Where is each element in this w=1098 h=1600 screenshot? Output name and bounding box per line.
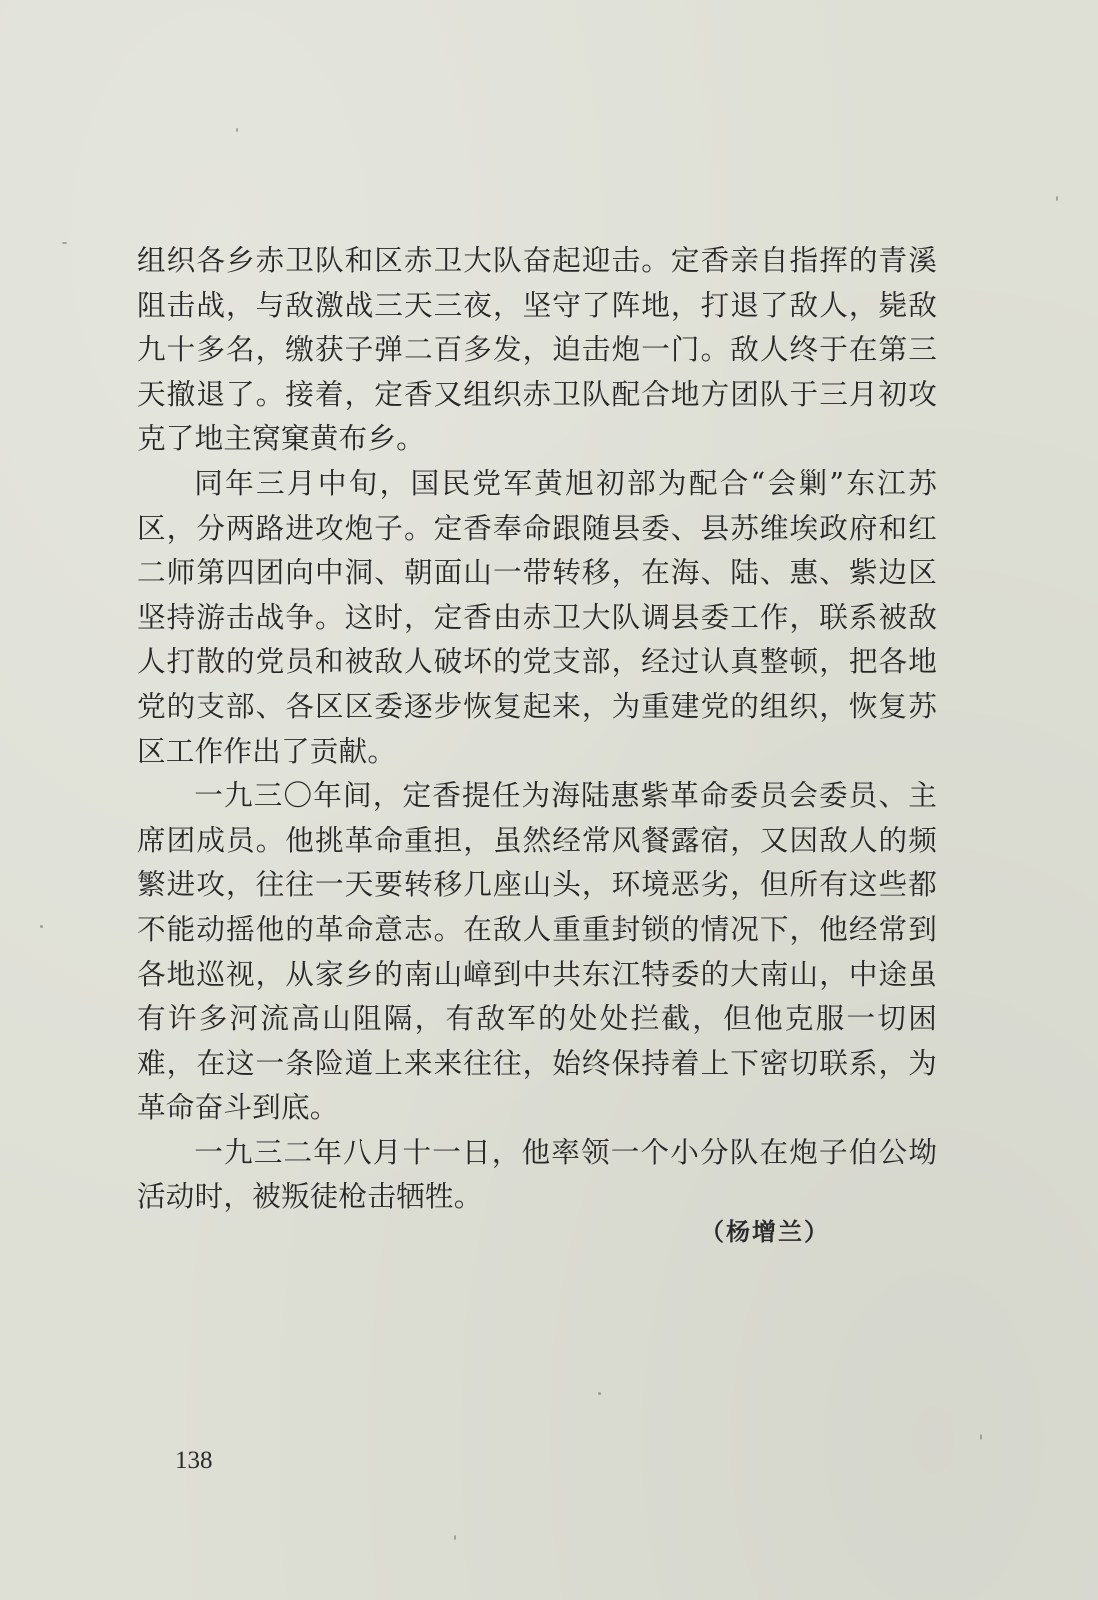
paper-speck: [454, 1535, 456, 1540]
paragraph: 一九三二年八月十一日，他率领一个小分队在炮子伯公坳活动时，被叛徒枪击牺牲。: [137, 1134, 937, 1214]
paper-speck: [980, 1434, 982, 1440]
paper-speck: [1056, 196, 1058, 201]
paragraph: 一九三〇年间，定香提任为海陆惠紫革命委员会委员、主席团成员。他挑革命重担，虽然经常风餐露宿，又因敌人的频繁进攻，往往一天要转移几座山头，环境恶劣，但所有这些都不能动摇他的革命意志。在敌人重重封锁的情况下，他经常到各地巡视，从家乡的南山嶂到中共东江特委的大南山，中途虽有许多河流高山阻隔，有敌军的处处拦截，但他克服一切困难，在这一条险道上来来往往，始终保持着上下密切联系，为革命奋斗到底。: [137, 778, 937, 1125]
body-text: [137, 238, 937, 1219]
paper-speck: [598, 1392, 601, 1395]
paragraph: 同年三月中旬，国民党军黄旭初部为配合“会剿”东江苏区，分两路进攻炮子。定香奉命跟随县委、县苏维埃政府和红二师第四团向中洞、朝面山一带转移，在海、陆、惠、紫边区坚持游击战争。这时，定香由赤卫大队调县委工作，联系被敌人打散的党员和被敌人破坏的党支部，经过认真整顿，把各地党的支部、各区区委逐步恢复起来，为重建党的组织，恢复苏区工作作出了贡献。: [137, 465, 937, 768]
paper-speck: [236, 128, 238, 132]
author-credit: （杨增兰）: [700, 1217, 830, 1246]
paragraph: 组织各乡赤卫队和区赤卫大队奋起迎击。定香亲自指挥的青溪阻击战，与敌激战三天三夜，坚守了阵地，打退了敌人，毙敌九十多名，缴获子弹二百多发，迫击炮一门。敌人终于在第三天撤退了。接着，定香又组织赤卫队配合地方团队于三月初攻克了地主窝窠黄布乡。: [137, 243, 937, 456]
page-number: 138: [175, 1447, 213, 1474]
paper-speck: [40, 925, 43, 928]
paper-speck: [62, 242, 67, 244]
